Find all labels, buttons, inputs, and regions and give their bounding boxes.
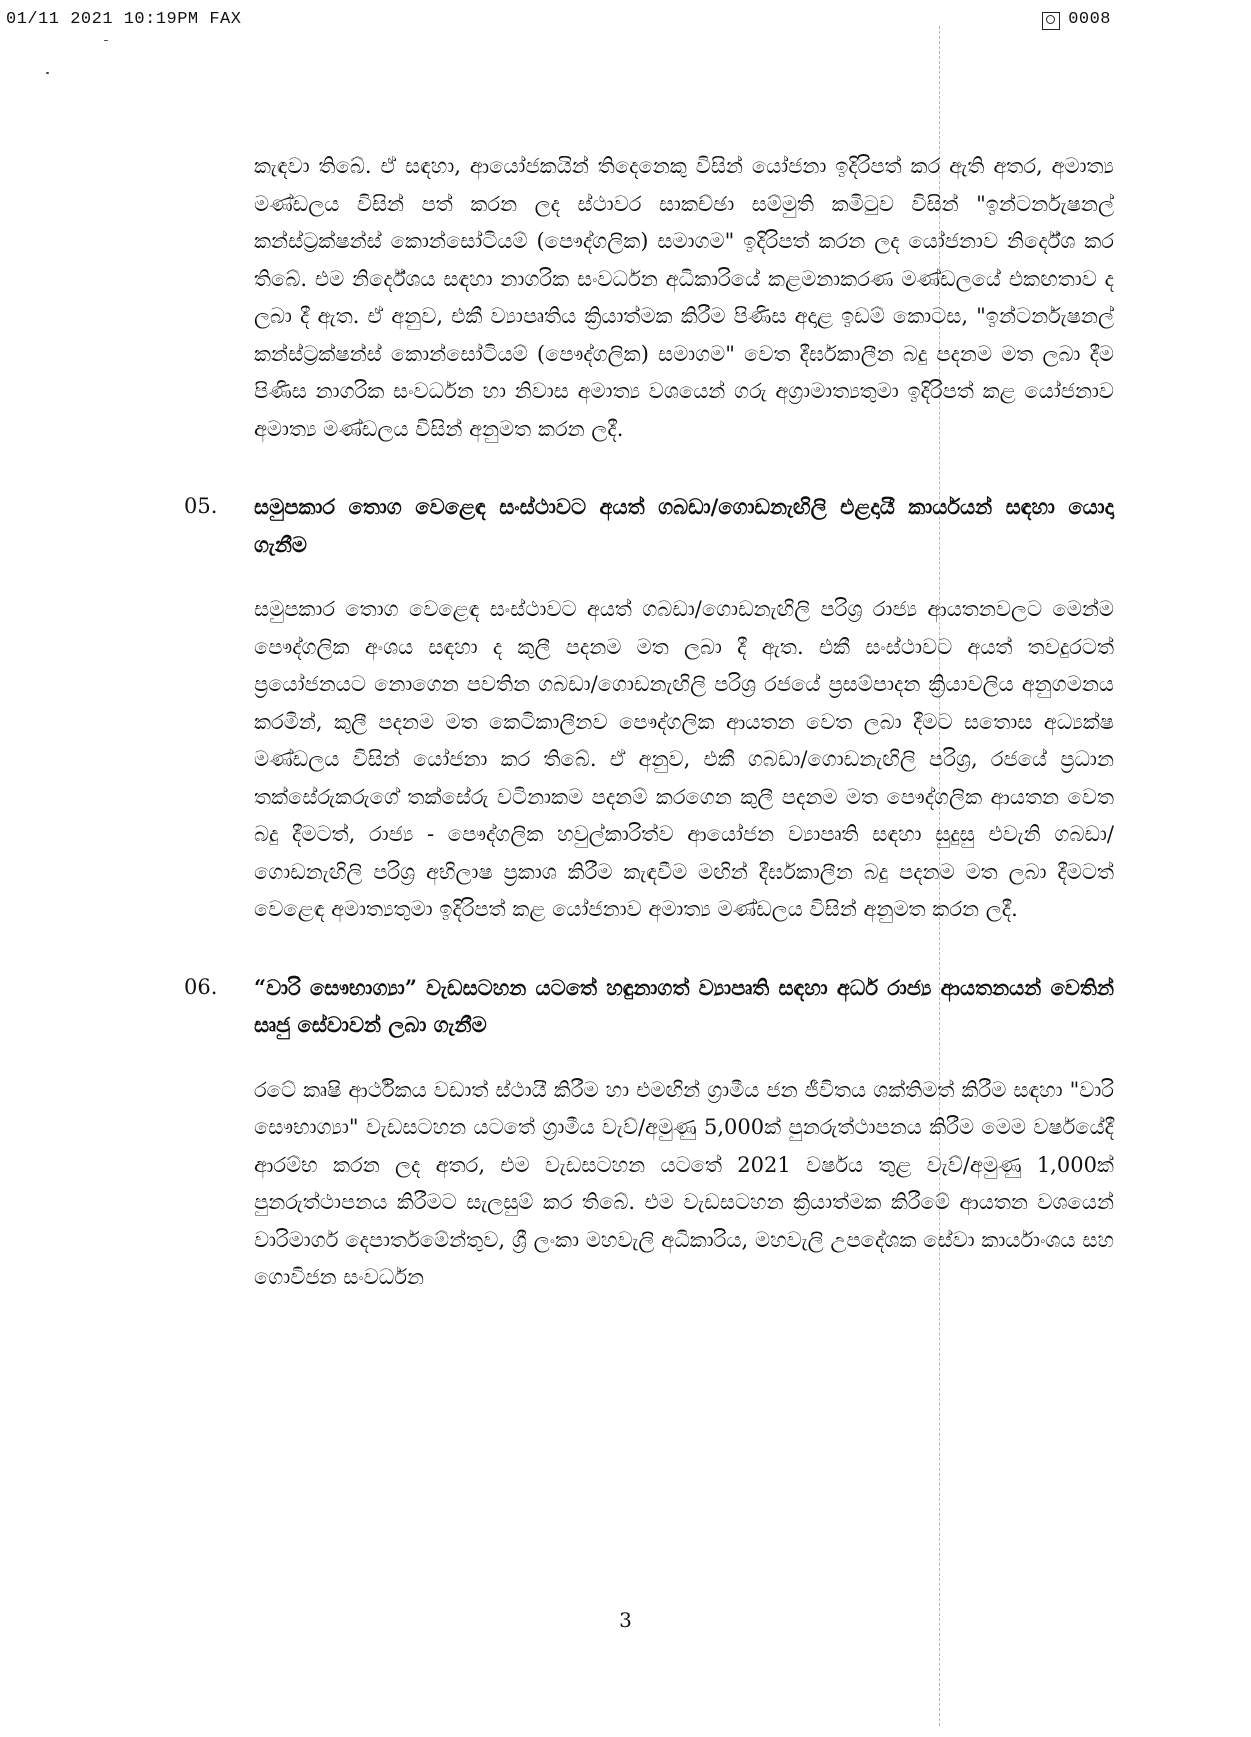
section-number: 06.: [184, 974, 218, 999]
section-body: රටේ කෘෂි ආර්ථිකය වඩාත් ස්ථායී කිරීම හා එමඟින් ග්‍රාමීය ජන ජීවිතය ශක්තිමත් කිරීම සඳහා "වාරි සෞභාග්‍යා" වැඩසටහන යටතේ ග්‍රාමීය වැව්/අමුණු 5,000ක් පුනරුත්ථාපනය කිරීම මෙම වර්ෂයේදී ආරම්භ කරන ලද අතර, එම වැඩසටහන යටතේ 2021 වර්ෂය තුළ වැව්/අමුණු 1,000ක් පුනරුත්ථාපනය කිරීමට සැලසුම් කර තිබේ. එම වැඩසටහන ක්‍රියාත්මක කිරීමේ ආයතන වශයෙන් වාරිමාර්ග දෙපාර්තමේන්තුව, ශ්‍රී ලංකා මහවැලි අධිකාරිය, මහවැලි උපදේශක සේවා කාර්යාංශය සහ ගොවිජන සංවර්ධන: [254, 1077, 1114, 1289]
fax-header: [0, 6, 1251, 38]
page-number: 3: [619, 1608, 632, 1632]
scan-speck: [104, 40, 108, 41]
scan-speck: [46, 72, 49, 74]
fax-page-code: 0008: [1068, 10, 1111, 29]
section-body: සමුපකාර තොග වෙළෙඳ සංස්ථාවට අයත් ගබඩා/ගොඩනැඟිලි පරිශ්‍ර රාජ්‍ය ආයතනවලට මෙන්ම පෞද්ගලික අංශය සඳහා ද කුලී පදනම මත ලබා දී ඇත. එකී සංස්ථාවට අයත් තවදුරටත් ප්‍රයෝජනයට නොගෙන පවතින ගබඩා/ගොඩනැඟිලි පරිශ්‍ර රජයේ ප්‍රසම්පාදන ක්‍රියාවලිය අනුගමනය කරමින්, කුලී පදනම මත කෙටිකාලීනව පෞද්ගලික ආයතන වෙත ලබා දීමට සතොස අධ්‍යක්ෂ මණ්ඩලය විසින් යෝජනා කර තිබේ. ඒ අනුව, එකී ගබඩා/ගොඩනැඟිලි පරිශ්‍ර, රජයේ ප්‍රධාන තක්සේරුකරුගේ තක්සේරු වටිනාකම පදනම් කරගෙන කුලී පදනම මත පෞද්ගලික ආයතන වෙත බදු දීමටත්, රාජ්‍ය - පෞද්ගලික හවුල්කාරිත්ව ආයෝජන ව්‍යාපෘති සඳහා සුදුසු එවැනි ගබඩා/ගොඩනැඟිලි පරිශ්‍ර අභිලාෂ ප්‍රකාශ කිරීම කැඳවීම මඟින් දීර්ඝකාලීන බදු පදනම මත ලබා දීමටත් වෙළෙඳ අමාත්‍යතුමා ඉදිරිපත් කළ යෝජනාව අමාත්‍ය මණ්ඩලය විසින් අනුමත කරන ලදී.: [254, 597, 1114, 921]
fax-page-code-group: [1042, 10, 1111, 29]
checked-box-icon: [1042, 12, 1060, 30]
fax-timestamp: 01/11 2021 10:19PM FAX: [6, 10, 242, 29]
section-05: [184, 488, 1114, 929]
section-number: 05.: [184, 494, 218, 518]
document-body: [184, 148, 1114, 1297]
section-06: [184, 969, 1114, 1297]
section-title: “වාරි සෞභාග්‍යා” වැඩසටහන යටතේ හඳුනාගත් ව්‍යාපෘති සඳහා අර්ධ රාජ්‍ය ආයතනයන් වෙතින් සෘජු සේවාවන් ලබා ගැනීම: [254, 974, 1114, 1037]
intro-paragraph: කැඳවා තිබේ. ඒ සඳහා, ආයෝජකයින් තිදෙනෙකු විසින් යෝජනා ඉදිරිපත් කර ඇති අතර, අමාත්‍ය මණ්ඩලය විසින් පත් කරන ලද ස්ථාවර සාකච්ඡා සම්මුති කමිටුව විසින් "ඉන්ටර්නැෂනල් කන්ස්ට්‍රක්ෂන්ස් කොන්සෝටියම් (පෞද්ගලික) සමාගම" ඉදිරිපත් කරන ලද යෝජනාව නිර්දේශ කර තිබේ. එම නිර්දේශය සඳහා නාගරික සංවර්ධන අධිකාරියේ කළමනාකරණ මණ්ඩලයේ එකඟතාව ද ලබා දී ඇත. ඒ අනුව, එකී ව්‍යාපෘතිය ක්‍රියාත්මක කිරීම පිණිස අදාළ ඉඩම් කොටස, "ඉන්ටර්නැෂනල් කන්ස්ට්‍රක්ෂන්ස් කොන්සෝටියම් (පෞද්ගලික) සමාගම" වෙත දීර්ඝකාලීන බදු පදනම මත ලබා දීම පිණිස නාගරික සංවර්ධන හා නිවාස අමාත්‍ය වශයෙන් ගරු අග්‍රාමාත්‍යතුමා ඉදිරිපත් කළ යෝජනාව අමාත්‍ය මණ්ඩලය විසින් අනුමත කරන ලදී.: [254, 154, 1114, 441]
section-title: සමුපකාර තොග වෙළෙඳ සංස්ථාවට අයත් ගබඩා/ගොඩනැඟිලි එළදායී කාර්යයන් සඳහා යොදා ගැනීම: [254, 494, 1114, 557]
